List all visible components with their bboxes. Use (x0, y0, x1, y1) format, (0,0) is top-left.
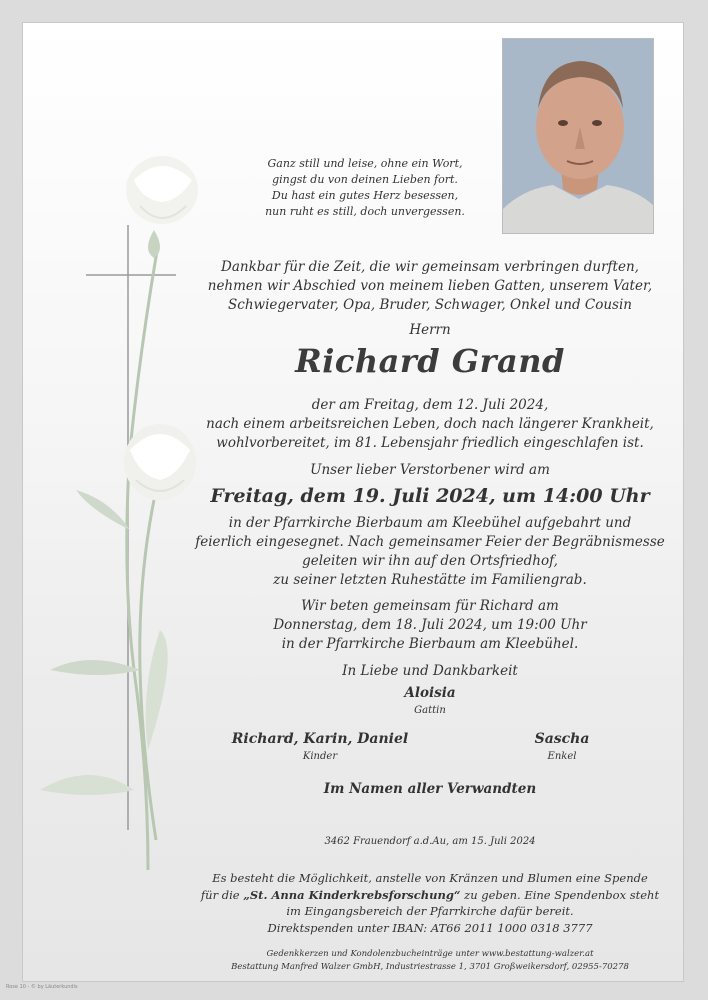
funeral-date: Freitag, dem 19. Juli 2024, um 14:00 Uhr (210, 485, 650, 507)
children-names: Richard, Karin, Daniel (231, 731, 409, 747)
charity-name: „St. Anna Kinderkrebsforschung“ (243, 887, 461, 902)
all-relatives: Im Namen aller Verwandten (323, 781, 537, 797)
funeral-home-info (170, 948, 690, 974)
donation-line (170, 887, 690, 904)
iban-line: Direktspenden unter IBAN: AT66 2011 1000 0318 3777 (267, 920, 593, 935)
intro-line: nehmen wir Abschied von meinem lieben Gatten, unserem Vater, (207, 278, 653, 294)
prayer-line: Donnerstag, dem 18. Juli 2024, um 19:00 Uhr (273, 617, 587, 633)
poem-line: nun ruht es still, doch unvergessen. (265, 205, 465, 218)
prayer-line: in der Pfarrkirche Bierbaum am Kleebühel. (281, 636, 579, 652)
death-line: der am Freitag, dem 12. Juli 2024, (311, 397, 549, 413)
intro-line: Dankbar für die Zeit, die wir gemeinsam verbringen durften, (221, 259, 639, 275)
details-line: zu seiner letzten Ruhestätte im Familiengrab. (273, 572, 587, 588)
donation-line: Es besteht die Möglichkeit, anstelle von Kränzen und Blumen eine Spende (212, 871, 648, 885)
donation-line: im Eingangsbereich der Pfarrkirche dafür bereit. (286, 904, 574, 918)
announce-text: Unser lieber Verstorbener wird am (310, 462, 550, 478)
grandchild-role: Enkel (547, 751, 577, 762)
grandchild-name: Sascha (534, 731, 590, 747)
poem-line: Ganz still und leise, ohne ein Wort, (267, 157, 463, 170)
intro-line: Schwiegervater, Opa, Bruder, Schwager, Onkel und Cousin (228, 297, 632, 313)
place-date: 3462 Frauendorf a.d.Au, am 15. Juli 2024 (324, 836, 536, 847)
details-line: in der Pfarrkirche Bierbaum am Kleebühel aufgebahrt und (228, 515, 632, 531)
donation-text: für die (200, 887, 244, 902)
condolence-line: Gedenkkerzen und Kondolenzbucheinträge unter www.bestattung-walzer.at (266, 949, 594, 959)
spouse-name: Aloisia (404, 685, 456, 701)
children-role: Kinder (302, 751, 338, 762)
funeral-home-address: Bestattung Manfred Walzer GmbH, Industriestrasse 1, 3701 Großweikersdorf, 02955-70278 (231, 962, 629, 972)
prayer-notice (170, 597, 690, 654)
prayer-line: Wir beten gemeinsam für Richard am (301, 598, 559, 614)
death-line: nach einem arbeitsreichen Leben, doch nach längerer Krankheit, (206, 416, 654, 432)
donation-text: zu geben. Eine Spendenbox steht (460, 887, 660, 902)
salutation: Herrn (409, 322, 451, 338)
poem-line: gingst du von deinen Lieben fort. (272, 173, 458, 186)
intro-text (170, 258, 690, 315)
poem-line: Du hast ein gutes Herz besessen, (271, 189, 459, 202)
love-line: In Liebe und Dankbarkeit (342, 663, 518, 679)
funeral-details (170, 514, 690, 590)
deceased-name: Richard Grand (295, 342, 565, 380)
poem (180, 156, 550, 220)
death-notice (170, 396, 690, 453)
death-line: wohlvorbereitet, im 81. Lebensjahr friedlich eingeschlafen ist. (216, 435, 644, 451)
image-credit: Rose 10 - © by Läuterkundis (6, 984, 78, 990)
details-line: feierlich eingesegnet. Nach gemeinsamer Feier der Begräbnismesse (195, 534, 665, 550)
donation-info (170, 870, 690, 936)
details-line: geleiten wir ihn auf den Ortsfriedhof, (302, 553, 558, 569)
spouse-role: Gattin (414, 705, 446, 716)
